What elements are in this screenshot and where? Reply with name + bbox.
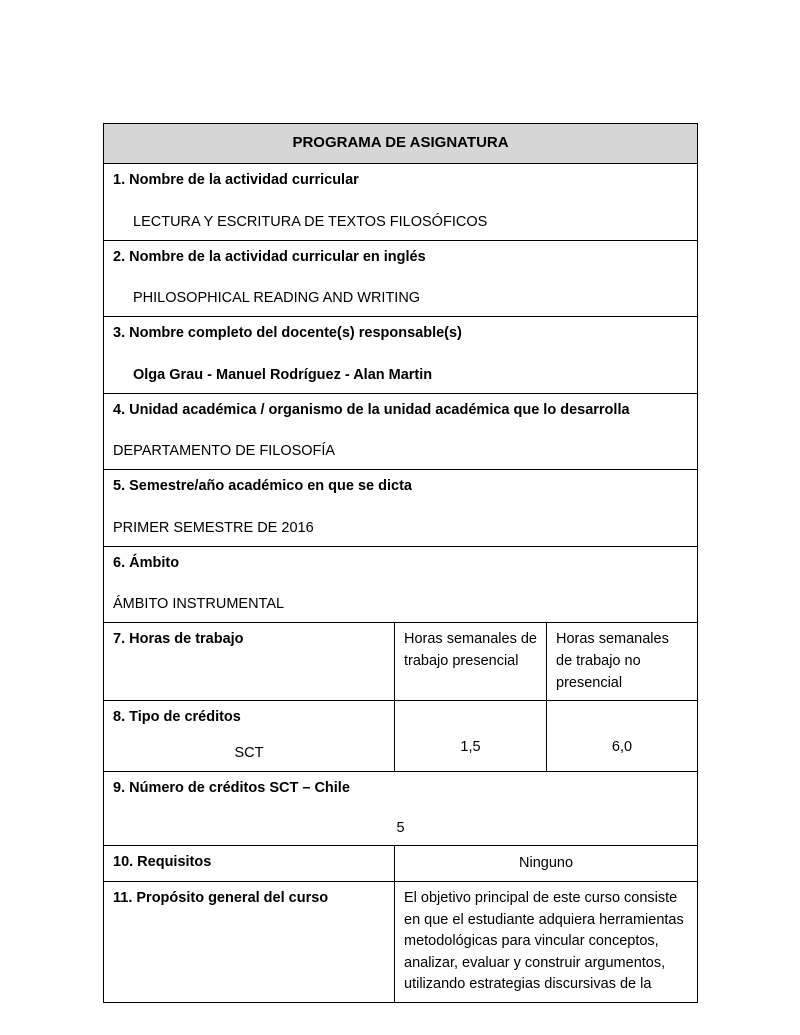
row1-cell	[104, 164, 698, 241]
row3-label: 3. Nombre completo del docente(s) responsable(s)	[113, 325, 462, 341]
table-row	[104, 317, 698, 394]
row4-label: 4. Unidad académica / organismo de la unidad académica que lo desarrolla	[113, 401, 630, 418]
row8-no-presencial-value: 6,0	[547, 701, 698, 772]
row5-cell	[104, 470, 698, 547]
table-row	[104, 393, 698, 470]
row2-label: 2. Nombre de la actividad curricular en inglés	[113, 248, 426, 265]
row11-value-cell	[395, 882, 698, 1002]
row8-label: 8. Tipo de créditos	[113, 709, 241, 726]
row6-value: ÁMBITO INSTRUMENTAL	[113, 596, 285, 613]
table-row	[104, 771, 698, 846]
row6-cell	[104, 546, 698, 623]
row11-value: El objetivo principal de este curso consiste en que el estudiante adquiera herramientas metodológicas para vincular conceptos, analizar, evaluar y construir argumentos, utilizando estrategias discursivas de la	[404, 890, 684, 993]
table-row	[104, 470, 698, 547]
row10-label: 10. Requisitos	[113, 854, 212, 871]
table-row	[104, 164, 698, 241]
row5-value: PRIMER SEMESTRE DE 2016	[113, 519, 314, 536]
row4-value: DEPARTAMENTO DE FILOSOFÍA	[113, 443, 336, 460]
syllabus-table	[103, 123, 698, 1003]
row10-label-cell	[104, 846, 395, 882]
table-row	[104, 701, 698, 772]
row7-no-presencial-header-cell	[547, 623, 698, 701]
row5-label: 5. Semestre/año académico en que se dicta	[113, 478, 412, 494]
row6-label: 6. Ámbito	[113, 554, 180, 571]
table-row	[104, 623, 698, 701]
row8-credit-type: SCT	[234, 745, 264, 761]
row9-value: 5	[396, 819, 405, 836]
row9-label: 9. Número de créditos SCT – Chile	[113, 779, 350, 796]
row1-value: LECTURA Y ESCRITURA DE TEXTOS FILOSÓFICOS	[133, 213, 488, 230]
row7-no-presencial-header: Horas semanales de trabajo no presencial	[556, 631, 669, 691]
table-row	[104, 882, 698, 1002]
row2-cell	[104, 240, 698, 317]
table-row	[104, 846, 698, 882]
row7-label: 7. Horas de trabajo	[113, 631, 244, 647]
table-row	[104, 546, 698, 623]
row11-label-cell	[104, 882, 395, 1002]
row11-label: 11. Propósito general del curso	[113, 890, 329, 907]
row2-value: PHILOSOPHICAL READING AND WRITING	[133, 290, 421, 307]
row8-label-cell	[104, 701, 395, 772]
row7-label-cell	[104, 623, 395, 701]
row7-presencial-header: Horas semanales de trabajo presencial	[404, 631, 537, 669]
table-row	[104, 240, 698, 317]
row3-value: Olga Grau - Manuel Rodríguez - Alan Martin	[133, 366, 433, 383]
header-row	[104, 124, 698, 164]
row4-cell	[104, 393, 698, 470]
row1-label: 1. Nombre de la actividad curricular	[113, 172, 359, 188]
row10-value: Ninguno	[395, 846, 698, 882]
row9-cell	[104, 771, 698, 846]
row7-presencial-header-cell	[395, 623, 547, 701]
table-title: PROGRAMA DE ASIGNATURA	[104, 124, 698, 164]
row3-cell	[104, 317, 698, 394]
row8-presencial-value: 1,5	[395, 701, 547, 772]
